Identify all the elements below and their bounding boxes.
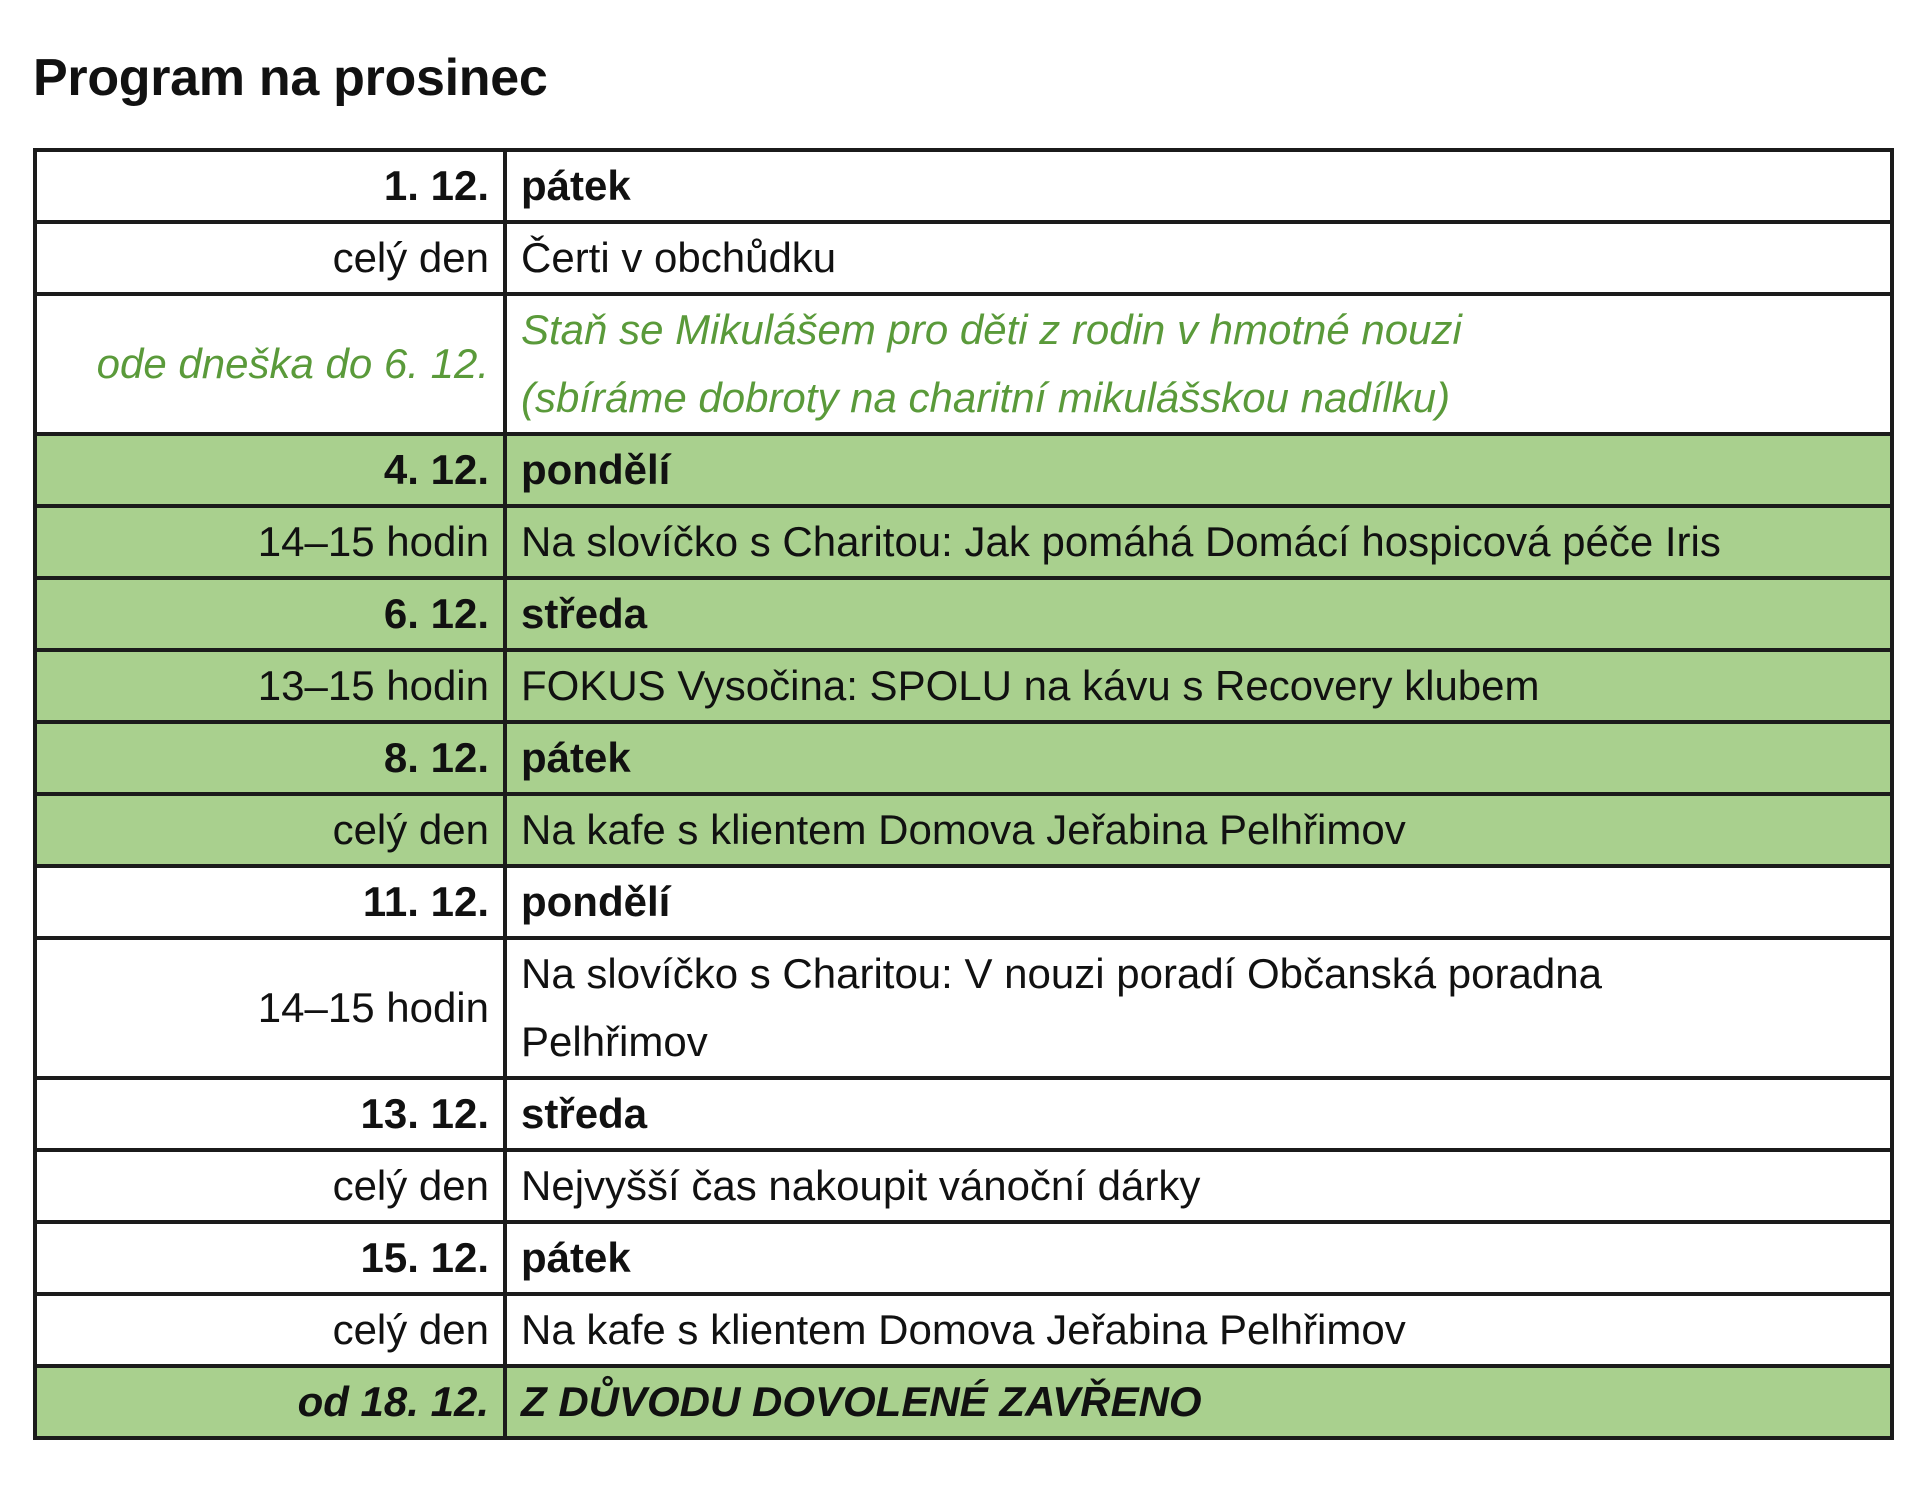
event-cell: Na kafe s klientem Domova Jeřabina Pelhřimov xyxy=(505,1294,1892,1366)
event-cell xyxy=(505,294,1892,434)
date-cell: 8. 12. xyxy=(35,722,505,794)
time-cell: celý den xyxy=(35,1150,505,1222)
table-row-event xyxy=(35,222,1892,294)
date-cell: od 18. 12. xyxy=(35,1366,505,1438)
time-cell: celý den xyxy=(35,222,505,294)
date-cell: 4. 12. xyxy=(35,434,505,506)
table-row-event xyxy=(35,650,1892,722)
page-title: Program na prosinec xyxy=(33,49,548,107)
event-cell: Nejvyšší čas nakoupit vánoční dárky xyxy=(505,1150,1892,1222)
event-line: Staň se Mikulášem pro děti z rodin v hmotné nouzi xyxy=(521,306,1462,353)
weekday-cell: pátek xyxy=(505,1222,1892,1294)
table-row-event xyxy=(35,1150,1892,1222)
time-cell: celý den xyxy=(35,1294,505,1366)
weekday-cell: středa xyxy=(505,578,1892,650)
time-cell: celý den xyxy=(35,794,505,866)
event-line: (sbíráme dobroty na charitní mikulášskou nadílku) xyxy=(521,374,1451,421)
event-cell: Čerti v obchůdku xyxy=(505,222,1892,294)
table-row-date xyxy=(35,578,1892,650)
table-row-date xyxy=(35,434,1892,506)
date-cell: 15. 12. xyxy=(35,1222,505,1294)
weekday-cell: pondělí xyxy=(505,434,1892,506)
weekday-cell: pátek xyxy=(505,722,1892,794)
table-row-date xyxy=(35,722,1892,794)
event-cell: Na slovíčko s Charitou: Jak pomáhá Domácí hospicová péče Iris xyxy=(505,506,1892,578)
date-cell: 6. 12. xyxy=(35,578,505,650)
weekday-cell: pátek xyxy=(505,150,1892,222)
table-row-event xyxy=(35,1294,1892,1366)
event-cell: Na kafe s klientem Domova Jeřabina Pelhřimov xyxy=(505,794,1892,866)
time-cell: 13–15 hodin xyxy=(35,650,505,722)
event-line: Pelhřimov xyxy=(521,1018,708,1065)
table-row-date xyxy=(35,866,1892,938)
table-row-date xyxy=(35,1078,1892,1150)
table-row-notice xyxy=(35,1366,1892,1438)
date-cell: 13. 12. xyxy=(35,1078,505,1150)
date-cell: 11. 12. xyxy=(35,866,505,938)
time-cell: ode dneška do 6. 12. xyxy=(35,294,505,434)
notice-cell: Z DŮVODU DOVOLENÉ ZAVŘENO xyxy=(505,1366,1892,1438)
table-row-date xyxy=(35,1222,1892,1294)
table-row-date xyxy=(35,150,1892,222)
event-line: Na slovíčko s Charitou: V nouzi poradí Občanská poradna xyxy=(521,950,1602,997)
program-table xyxy=(33,148,1894,1440)
date-cell: 1. 12. xyxy=(35,150,505,222)
event-cell xyxy=(505,938,1892,1078)
weekday-cell: středa xyxy=(505,1078,1892,1150)
event-cell: FOKUS Vysočina: SPOLU na kávu s Recovery klubem xyxy=(505,650,1892,722)
weekday-cell: pondělí xyxy=(505,866,1892,938)
table-row-event xyxy=(35,938,1892,1078)
table-row-event xyxy=(35,794,1892,866)
time-cell: 14–15 hodin xyxy=(35,938,505,1078)
table-row-event xyxy=(35,506,1892,578)
table-row-event xyxy=(35,294,1892,434)
time-cell: 14–15 hodin xyxy=(35,506,505,578)
